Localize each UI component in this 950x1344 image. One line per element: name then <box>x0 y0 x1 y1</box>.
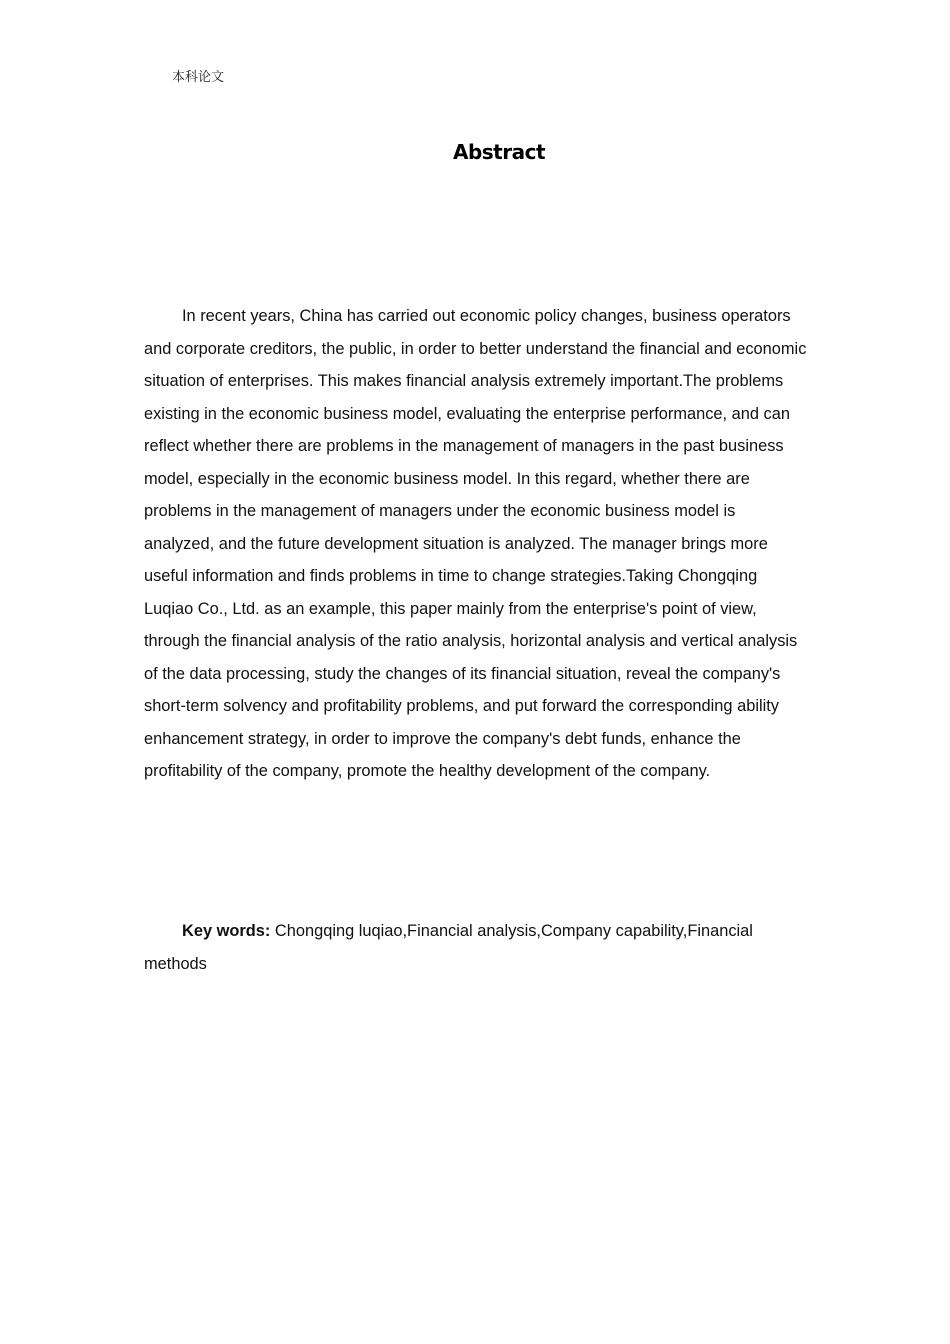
keywords-text: Chongqing luqiao,Financial analysis,Company capability,Financial methods <box>144 922 753 973</box>
abstract-title: Abstract <box>452 140 546 164</box>
keywords-paragraph <box>144 915 808 980</box>
keywords-label: Key words: <box>182 922 271 940</box>
abstract-body: In recent years, China has carried out economic policy changes, business operators and corporate creditors, the public, in order to better understand the financial and economic situation of enterprises. This makes financial analysis extremely important.The problems existing in the economic business model, evaluating the enterprise performance, and can reflect whether there are problems in the management of managers in the past business model, especially in the economic business model. In this regard, whether there are problems in the management of managers under the economic business model is analyzed, and the future development situation is analyzed. The manager brings more useful information and finds problems in time to change strategies.Taking Chongqing Luqiao Co., Ltd. as an example, this paper mainly from the enterprise's point of view, through the financial analysis of the ratio analysis, horizontal analysis and vertical analysis of the data processing, study the changes of its financial situation, reveal the company's short-term solvency and profitability problems, and put forward the corresponding ability enhancement strategy, in order to improve the company's debt funds, enhance the profitability of the company, promote the healthy development of the company. <box>144 307 807 780</box>
page-header-label: 本科论文 <box>172 70 225 85</box>
